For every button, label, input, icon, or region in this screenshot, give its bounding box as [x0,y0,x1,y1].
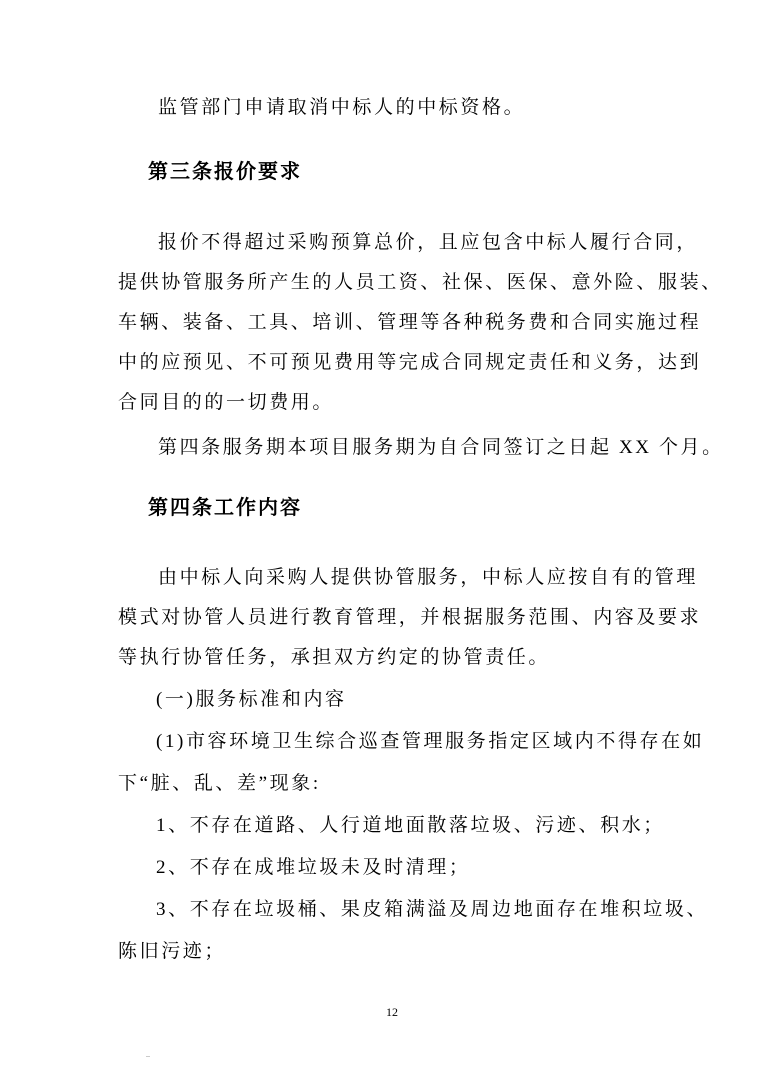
section-heading: 第三条报价要求 [148,161,302,183]
page-number: 12 [386,1005,398,1019]
paragraph-line: 合同目的的一切费用。 [118,392,335,413]
paragraph-line: 提供协管服务所产生的人员工资、社保、医保、意外险、服装、 [118,272,723,293]
paragraph-line: 下“脏、乱、差”现象: [118,773,321,794]
paragraph-line: (1)市容环境卫生综合巡查管理服务指定区域内不得存在如 [156,731,705,752]
paragraph-line: 报价不得超过采购预算总价，且应包含中标人履行合同， [158,232,699,253]
paragraph-line: 模式对协管人员进行教育管理，并根据服务范围、内容及要求 [118,607,702,628]
paragraph-line: 中的应预见、不可预见费用等完成合同规定责任和义务，达到 [118,352,702,373]
section-heading: 第四条工作内容 [148,497,302,519]
footer-mark: .. [146,1050,150,1059]
paragraph-line: 由中标人向采购人提供协管服务，中标人应按自有的管理 [158,567,699,588]
list-item: 3、不存在垃圾桶、果皮箱满溢及周边地面存在堆积垃圾、 [156,899,709,920]
paragraph-line: 第四条服务期本项目服务期为自合同签订之日起 XX 个月。 [158,437,724,458]
list-item: 1、不存在道路、人行道地面散落垃圾、污迹、积水； [156,815,665,836]
paragraph-line: 等执行协管任务，承担双方约定的协管责任。 [118,647,551,668]
paragraph-line: 车辆、装备、工具、培训、管理等各种税务费和合同实施过程 [118,312,702,333]
list-item-continuation: 陈旧污迹； [118,941,227,962]
subsection-heading: (一)服务标准和内容 [156,689,347,710]
list-item: 2、不存在成堆垃圾未及时清理； [156,857,471,878]
paragraph-line: 监管部门申请取消中标人的中标资格。 [158,97,526,118]
